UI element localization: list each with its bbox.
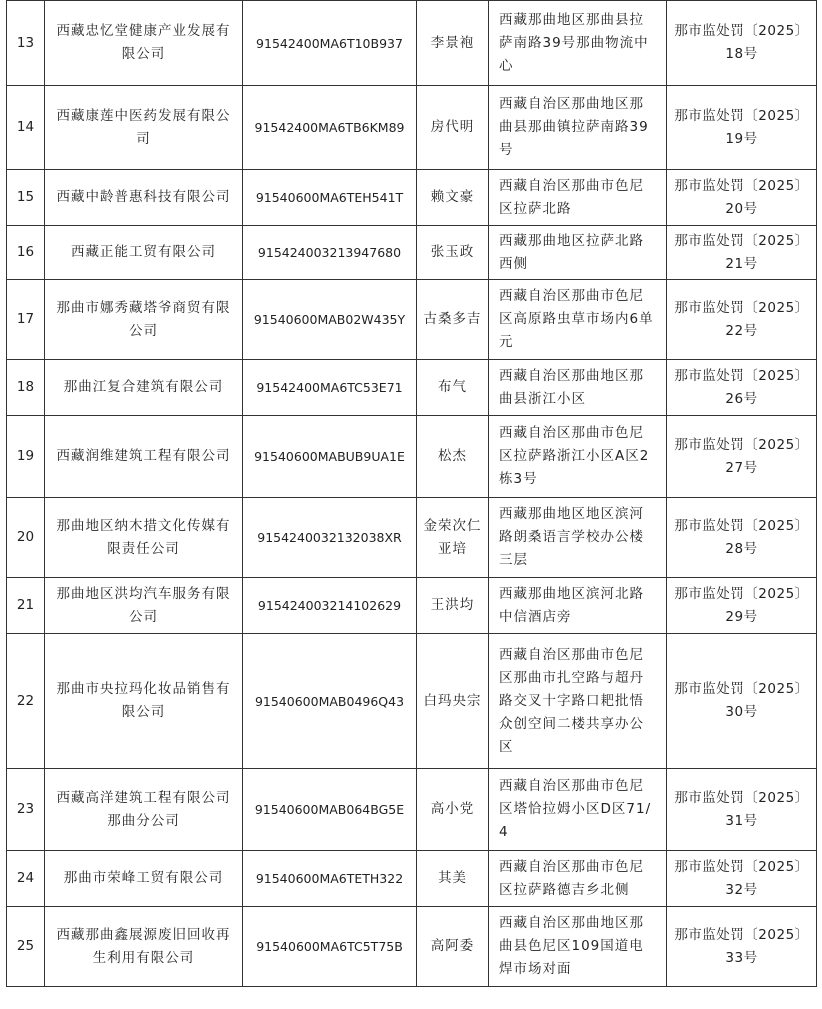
document-number: 22号 [725,322,758,339]
credit-code: 91540600MAB064BG5E [243,769,417,851]
penalty-document-number [667,578,817,634]
penalty-document-number [667,851,817,907]
document-number: 29号 [725,608,758,625]
row-number: 24 [7,851,45,907]
company-name: 那曲江复合建筑有限公司 [45,360,243,416]
table-row [7,769,817,851]
company-name: 西藏那曲鑫展源废旧回收再生利用有限公司 [45,907,243,987]
credit-code: 915424003214102629 [243,578,417,634]
document-number: 32号 [725,881,758,898]
row-number: 23 [7,769,45,851]
table-row [7,851,817,907]
company-address: 西藏自治区那曲地区那曲县色尼区109国道电焊市场对面 [489,907,667,987]
credit-code: 91540600MA6TEH541T [243,170,417,226]
legal-representative: 松杰 [417,416,489,498]
legal-representative: 古桑多吉 [417,280,489,360]
document-number: 31号 [725,812,758,829]
row-number: 19 [7,416,45,498]
document-prefix: 那市监处罚〔2025〕 [674,926,809,943]
document-prefix: 那市监处罚〔2025〕 [674,517,809,534]
table-row [7,280,817,360]
company-name: 那曲地区洪均汽车服务有限公司 [45,578,243,634]
table-row [7,498,817,578]
row-number: 21 [7,578,45,634]
company-address: 西藏自治区那曲市色尼区拉萨路德吉乡北侧 [489,851,667,907]
credit-code: 91540600MA6TC5T75B [243,907,417,987]
row-number: 16 [7,226,45,280]
table-row [7,360,817,416]
credit-code: 91540600MAB0496Q43 [243,634,417,769]
legal-representative: 高阿委 [417,907,489,987]
company-name: 那曲市娜秀藏塔爷商贸有限公司 [45,280,243,360]
table-row [7,86,817,170]
credit-code: 91542400MA6TB6KM89 [243,86,417,170]
company-name: 西藏正能工贸有限公司 [45,226,243,280]
penalty-document-number [667,769,817,851]
document-number: 30号 [725,704,758,720]
document-number: 28号 [725,540,758,557]
table-row [7,1,817,86]
credit-code: 91540600MAB02W435Y [243,280,417,360]
document-number: 20号 [725,200,758,217]
legal-representative: 白玛央宗 [417,634,489,769]
company-address: 西藏自治区那曲市色尼区拉萨路浙江小区A区2栋3号 [489,416,667,498]
document-number: 18号 [725,46,758,62]
table-body [7,1,817,987]
document-number: 21号 [725,255,758,272]
row-number: 14 [7,86,45,170]
company-address: 西藏自治区那曲地区那曲县浙江小区 [489,360,667,416]
penalty-document-number [667,360,817,416]
credit-code: 91540600MABUB9UA1E [243,416,417,498]
document-prefix: 那市监处罚〔2025〕 [674,107,809,124]
document-number: 26号 [725,390,758,407]
legal-representative: 李景袍 [417,1,489,86]
penalty-document-number [667,907,817,987]
document-prefix: 那市监处罚〔2025〕 [674,585,809,602]
legal-representative: 赖文豪 [417,170,489,226]
document-number: 19号 [725,130,758,147]
row-number: 20 [7,498,45,578]
penalty-document-number [667,416,817,498]
legal-representative: 金荣次仁亚培 [417,498,489,578]
legal-representative: 张玉政 [417,226,489,280]
document-prefix: 那市监处罚〔2025〕 [674,299,809,316]
penalty-table [6,0,817,987]
legal-representative: 高小党 [417,769,489,851]
row-number: 17 [7,280,45,360]
company-address: 西藏那曲地区滨河北路中信酒店旁 [489,578,667,634]
document-number: 27号 [725,459,758,476]
document-prefix: 那市监处罚〔2025〕 [674,858,809,875]
document-prefix: 那市监处罚〔2025〕 [674,367,809,384]
penalty-document-number [667,1,817,86]
company-address: 西藏自治区那曲市色尼区那曲市扎空路与超丹路交叉十字路口耙批悟众创空间二楼共享办公区 [489,634,667,769]
row-number: 25 [7,907,45,987]
document-number: 33号 [725,949,758,966]
company-address: 西藏那曲地区地区滨河路朗桑语言学校办公楼三层 [489,498,667,578]
row-number: 22 [7,634,45,769]
company-address: 西藏自治区那曲市色尼区高原路虫草市场内6单元 [489,280,667,360]
company-address: 西藏自治区那曲地区那曲县那曲镇拉萨南路39号 [489,86,667,170]
company-name: 那曲市荣峰工贸有限公司 [45,851,243,907]
row-number: 13 [7,1,45,86]
company-address: 西藏自治区那曲市色尼区拉萨北路 [489,170,667,226]
credit-code: 91542400MA6TC53E71 [243,360,417,416]
company-address: 西藏自治区那曲市色尼区塔恰拉姆小区D区71/4 [489,769,667,851]
company-name: 西藏忠忆堂健康产业发展有限公司 [45,1,243,86]
penalty-document-number [667,634,817,769]
document-prefix: 那市监处罚〔2025〕 [674,177,809,194]
legal-representative: 其美 [417,851,489,907]
company-name: 西藏高洋建筑工程有限公司那曲分公司 [45,769,243,851]
company-address: 西藏那曲地区那曲县拉萨南路39号那曲物流中心 [489,1,667,86]
legal-representative: 房代明 [417,86,489,170]
document-prefix: 那市监处罚〔2025〕 [674,436,809,453]
company-address: 西藏那曲地区拉萨北路西侧 [489,226,667,280]
credit-code: 915424003213947680 [243,226,417,280]
table-row [7,907,817,987]
penalty-document-number [667,498,817,578]
penalty-document-number [667,226,817,280]
row-number: 18 [7,360,45,416]
penalty-document-number [667,86,817,170]
credit-code: 91542400MA6T10B937 [243,1,417,86]
company-name: 西藏中龄普惠科技有限公司 [45,170,243,226]
table-row [7,226,817,280]
penalty-document-number [667,280,817,360]
credit-code: 91540600MA6TETH322 [243,851,417,907]
table-row [7,170,817,226]
company-name: 西藏润维建筑工程有限公司 [45,416,243,498]
document-prefix: 那市监处罚〔2025〕 [674,681,809,697]
table-row [7,416,817,498]
document-prefix: 那市监处罚〔2025〕 [674,232,809,249]
penalty-document-number [667,170,817,226]
document-prefix: 那市监处罚〔2025〕 [674,789,809,806]
row-number: 15 [7,170,45,226]
legal-representative: 王洪均 [417,578,489,634]
company-name: 那曲市央拉玛化妆品销售有限公司 [45,634,243,769]
table-row [7,578,817,634]
legal-representative: 布气 [417,360,489,416]
company-name: 西藏康莲中医药发展有限公司 [45,86,243,170]
company-name: 那曲地区纳木措文化传媒有限责任公司 [45,498,243,578]
table-row [7,634,817,769]
credit-code: 9154240032132038XR [243,498,417,578]
document-prefix: 那市监处罚〔2025〕 [674,23,809,39]
